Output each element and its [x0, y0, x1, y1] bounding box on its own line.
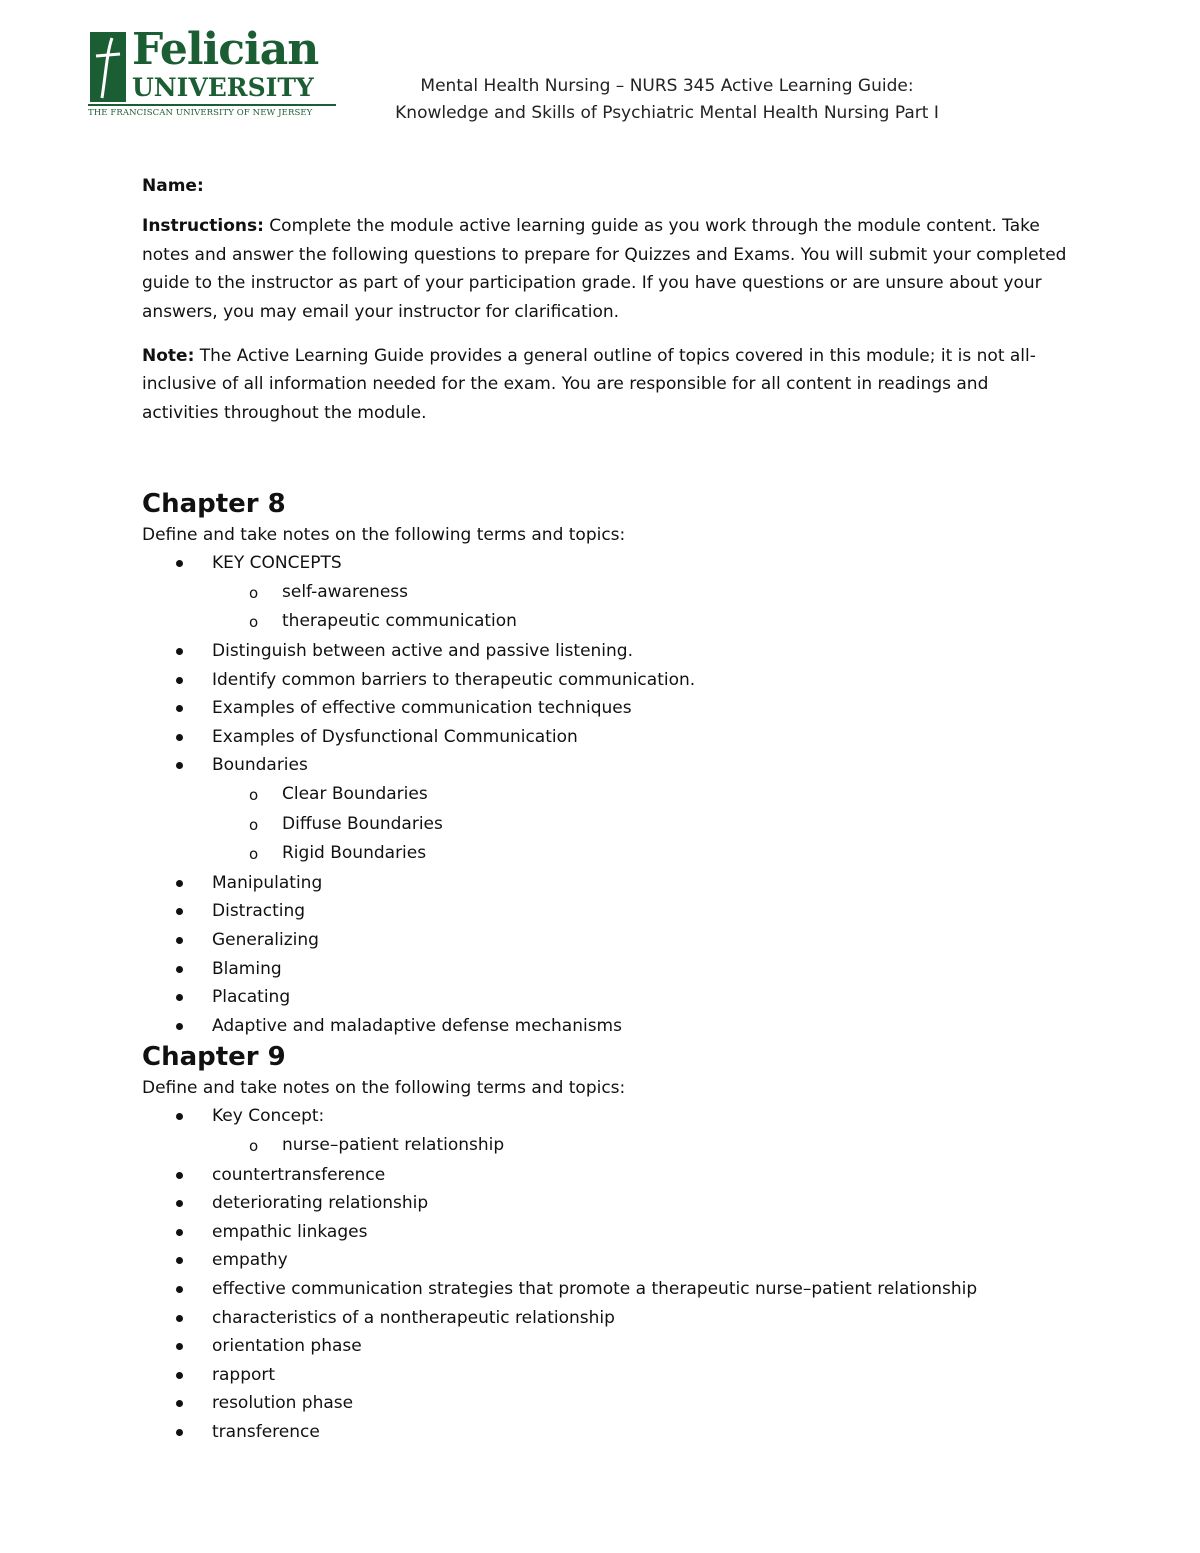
- circle-bullet-icon: o: [249, 613, 259, 632]
- bullet-icon: [176, 1286, 183, 1293]
- university-logo: [88, 24, 338, 122]
- sub-list-item: [142, 578, 1067, 608]
- list-item: [142, 1361, 1067, 1390]
- bullet-icon: [176, 1113, 183, 1120]
- list-item: [142, 694, 1067, 723]
- bullet-icon: [176, 648, 183, 655]
- list-item-text: Boundaries: [212, 755, 308, 776]
- bullet-icon: [176, 560, 183, 567]
- bullet-icon: [176, 705, 183, 712]
- list-item-text: Examples of Dysfunctional Communication: [212, 726, 578, 747]
- sub-list-item-text: Rigid Boundaries: [282, 843, 427, 864]
- list-item: [142, 926, 1067, 955]
- bullet-icon: [176, 734, 183, 741]
- circle-bullet-icon: o: [249, 786, 259, 804]
- list-item-text: KEY CONCEPTS: [212, 553, 342, 574]
- sub-list-item-text: self-awareness: [282, 581, 408, 602]
- instructions-label: Instructions:: [142, 216, 264, 237]
- chapter-title: Chapter 8: [142, 489, 286, 520]
- list-item-text: Identify common barriers to therapeutic communication.: [212, 669, 696, 690]
- bullet-icon: [176, 1372, 183, 1379]
- list-item-text: Examples of effective communication techniques: [212, 698, 632, 719]
- list-item: [142, 1275, 1067, 1304]
- chapter-title: Chapter 9: [142, 1042, 286, 1073]
- list-item: [142, 869, 1067, 898]
- bullet-icon: [176, 1200, 183, 1207]
- circle-bullet-icon: o: [249, 845, 259, 864]
- list-item-text: rapport: [212, 1364, 276, 1385]
- list-item-text: deteriorating relationship: [212, 1193, 429, 1214]
- list-item-text: Distracting: [212, 901, 306, 922]
- sub-topic-list: [212, 1131, 1067, 1161]
- list-item: [142, 1418, 1067, 1447]
- circle-bullet-icon: o: [249, 815, 259, 834]
- logo-tagline: THE FRANCISCAN UNIVERSITY OF NEW JERSEY: [88, 108, 313, 118]
- list-item: [142, 983, 1067, 1012]
- document-header: [378, 73, 956, 127]
- topic-list: [142, 1102, 1067, 1446]
- circle-bullet-icon: o: [249, 583, 259, 602]
- list-item-text: empathic linkages: [212, 1221, 368, 1242]
- list-item: [142, 1304, 1067, 1333]
- list-item: [142, 955, 1067, 984]
- list-item-text: Key Concept:: [212, 1106, 325, 1127]
- bullet-icon: [176, 677, 183, 684]
- name-label: Name:: [142, 176, 204, 196]
- list-item: [142, 1189, 1067, 1218]
- instructions-paragraph: [142, 212, 1067, 326]
- sub-list-item: [142, 839, 1067, 869]
- bullet-icon: [176, 1172, 183, 1179]
- bullet-icon: [176, 1315, 183, 1322]
- logo-university: UNIVERSITY: [132, 73, 314, 102]
- bullet-icon: [176, 908, 183, 915]
- sub-list-item: [142, 607, 1067, 637]
- list-item-text: Generalizing: [212, 929, 319, 950]
- circle-bullet-icon: o: [249, 1136, 259, 1155]
- document-body: [142, 172, 1067, 1446]
- sub-list-item-text: Clear Boundaries: [282, 784, 428, 804]
- logo-divider: [88, 104, 336, 106]
- list-item: [142, 1246, 1067, 1275]
- bullet-icon: [176, 1400, 183, 1407]
- list-item-text: transference: [212, 1421, 320, 1442]
- bullet-icon: [176, 1257, 183, 1264]
- note-label: Note:: [142, 346, 195, 367]
- bullet-icon: [176, 880, 183, 887]
- list-item: [142, 549, 1067, 637]
- list-item: [142, 1389, 1067, 1418]
- sub-topic-list: [212, 578, 1067, 637]
- list-item: [142, 1161, 1067, 1190]
- bullet-icon: [176, 994, 183, 1001]
- sub-list-item: [142, 1131, 1067, 1161]
- list-item-text: Blaming: [212, 958, 282, 979]
- note-text: The Active Learning Guide provides a general outline of topics covered in this module; it is not all-inclusive of all information needed for the exam. You are responsible for all content in readings and activities throughout the module.: [142, 346, 1036, 423]
- instructions-text: Complete the module active learning guide as you work through the module content. Take notes and answer the following questions to prepare for Quizzes and Exams. You will submit your completed guide to the instructor as part of your participation grade. If you have questions or are unsure about your answers, you may email your instructor for clarification.: [142, 216, 1067, 322]
- list-item: [142, 751, 1067, 868]
- note-paragraph: [142, 342, 1067, 427]
- bullet-icon: [176, 762, 183, 769]
- bullet-icon: [176, 1343, 183, 1350]
- bullet-icon: [176, 1023, 183, 1030]
- chapter-intro: Define and take notes on the following terms and topics:: [142, 1078, 626, 1099]
- bullet-icon: [176, 1229, 183, 1236]
- bullet-icon: [176, 1429, 183, 1436]
- chapter-section: [142, 1040, 1067, 1446]
- list-item-text: effective communication strategies that promote a therapeutic nurse–patient relationship: [212, 1278, 978, 1299]
- list-item-text: countertransference: [212, 1164, 386, 1185]
- list-item: [142, 897, 1067, 926]
- list-item: [142, 1102, 1067, 1160]
- cross-emblem-icon: [90, 32, 126, 102]
- sub-list-item: [142, 780, 1067, 810]
- list-item: [142, 1012, 1067, 1041]
- list-item-text: Placating: [212, 987, 291, 1008]
- sub-list-item-text: nurse–patient relationship: [282, 1134, 505, 1155]
- list-item-text: Adaptive and maladaptive defense mechanisms: [212, 1015, 622, 1036]
- bullet-icon: [176, 966, 183, 973]
- sub-topic-list: [212, 780, 1067, 869]
- sub-list-item-text: Diffuse Boundaries: [282, 813, 443, 834]
- chapter-section: [142, 487, 1067, 1040]
- header-line-1: Mental Health Nursing – NURS 345 Active Learning Guide:: [420, 76, 914, 96]
- list-item: [142, 723, 1067, 752]
- chapter-intro: Define and take notes on the following terms and topics:: [142, 525, 626, 546]
- list-item-text: Manipulating: [212, 872, 323, 893]
- list-item-text: resolution phase: [212, 1393, 354, 1414]
- list-item-text: Distinguish between active and passive listening.: [212, 641, 633, 662]
- list-item-text: characteristics of a nontherapeutic relationship: [212, 1307, 615, 1328]
- list-item: [142, 1218, 1067, 1247]
- sub-list-item: [142, 810, 1067, 840]
- list-item: [142, 666, 1067, 695]
- list-item-text: empathy: [212, 1250, 288, 1271]
- chapters-container: [142, 487, 1067, 1446]
- sub-list-item-text: therapeutic communication: [282, 611, 517, 632]
- topic-list: [142, 549, 1067, 1040]
- list-item: [142, 637, 1067, 666]
- bullet-icon: [176, 937, 183, 944]
- logo-wordmark: Felician: [132, 24, 319, 75]
- list-item: [142, 1332, 1067, 1361]
- header-line-2: Knowledge and Skills of Psychiatric Mental Health Nursing Part I: [395, 103, 939, 123]
- list-item-text: orientation phase: [212, 1336, 362, 1357]
